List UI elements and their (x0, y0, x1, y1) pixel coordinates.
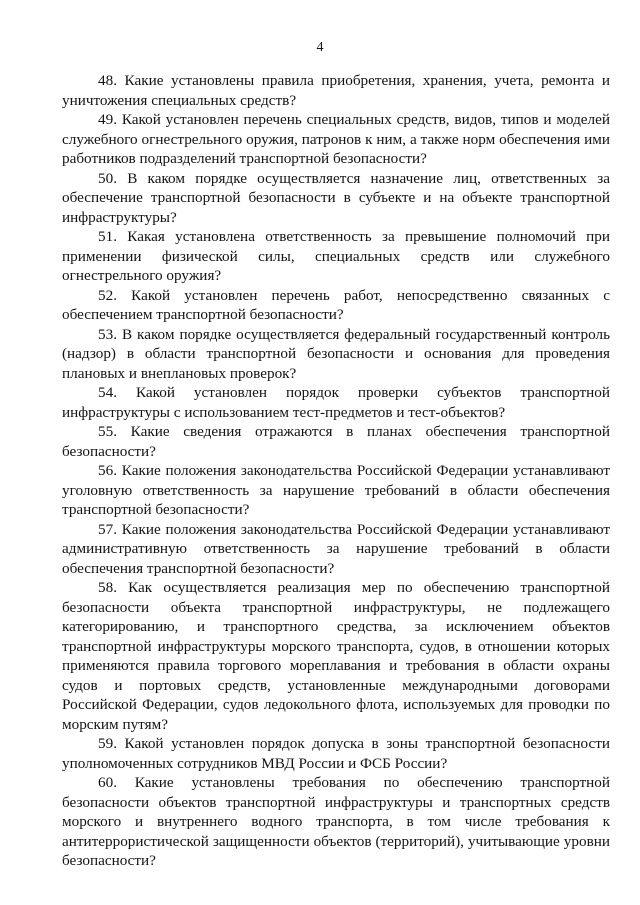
question-list (62, 71, 610, 871)
question-text: 55. Какие сведения отражаются в планах обеспечения транспортной безопасности? (62, 423, 610, 460)
question-item (62, 734, 610, 773)
question-item (62, 110, 610, 169)
question-text: 58. Как осуществляется реализация мер по обеспечению транспортной безопасности объекта транспортной инфраструктуры, не подлежащего категорированию, и транспортного средства, за исключением объектов транспортной инфраструктуры морского транспорта, судов, в отношении которых применяются правила торгового мореплавания и требования в области охраны судов и портовых средств, установленные международными договорами Российской Федерации, судов ледокольного флота, используемых для проводки по морским путям? (62, 579, 610, 733)
question-item (62, 773, 610, 871)
question-text: 56. Какие положения законодательства Российской Федерации устанавливают уголовную ответственность за нарушение требований в области обеспечения транспортной безопасности? (62, 462, 610, 518)
question-text: 59. Какой установлен порядок допуска в зоны транспортной безопасности уполномоченных сотрудников МВД России и ФСБ России? (62, 735, 610, 772)
question-text: 60. Какие установлены требования по обеспечению транспортной безопасности объектов транспортной инфраструктуры и транспортных средств морского и внутреннего водного транспорта, в том числе требования к антитеррористической защищенности объектов (территорий), учитывающие уровни безопасности? (62, 774, 610, 869)
question-text: 51. Какая установлена ответственность за превышение полномочий при применении физической силы, специальных средств или служебного огнестрельного оружия? (62, 228, 610, 284)
question-text: 54. Какой установлен порядок проверки субъектов транспортной инфраструктуры с использованием тест-предметов и тест-объектов? (62, 384, 610, 421)
question-item (62, 520, 610, 579)
question-text: 57. Какие положения законодательства Российской Федерации устанавливают административную ответственность за нарушение требований в области обеспечения транспортной безопасности? (62, 520, 610, 577)
question-item (62, 422, 610, 461)
question-text: 50. В каком порядке осуществляется назначение лиц, ответственных за обеспечение транспортной безопасности в субъекте и на объекте транспортной инфраструктуры? (62, 169, 610, 226)
question-text: 53. В каком порядке осуществляется федеральный государственный контроль (надзор) в области транспортной безопасности и основания для проведения плановых и внеплановых проверок? (62, 325, 610, 382)
question-item (62, 286, 610, 325)
question-item (62, 71, 610, 110)
question-text: 48. Какие установлены правила приобретения, хранения, учета, ремонта и уничтожения специальных средств? (62, 72, 610, 109)
question-text: 49. Какой установлен перечень специальных средств, видов, типов и моделей служебного огнестрельного оружия, патронов к ним, а также норм обеспечения ими работников подразделений транспортной безопасности? (62, 111, 610, 167)
page-number: 4 (316, 40, 324, 55)
question-item (62, 461, 610, 520)
question-item (62, 227, 610, 286)
question-item (62, 578, 610, 734)
question-item (62, 325, 610, 384)
question-item (62, 169, 610, 228)
question-item (62, 383, 610, 422)
question-text: 52. Какой установлен перечень работ, непосредственно связанных с обеспечением транспортной безопасности? (62, 286, 610, 323)
